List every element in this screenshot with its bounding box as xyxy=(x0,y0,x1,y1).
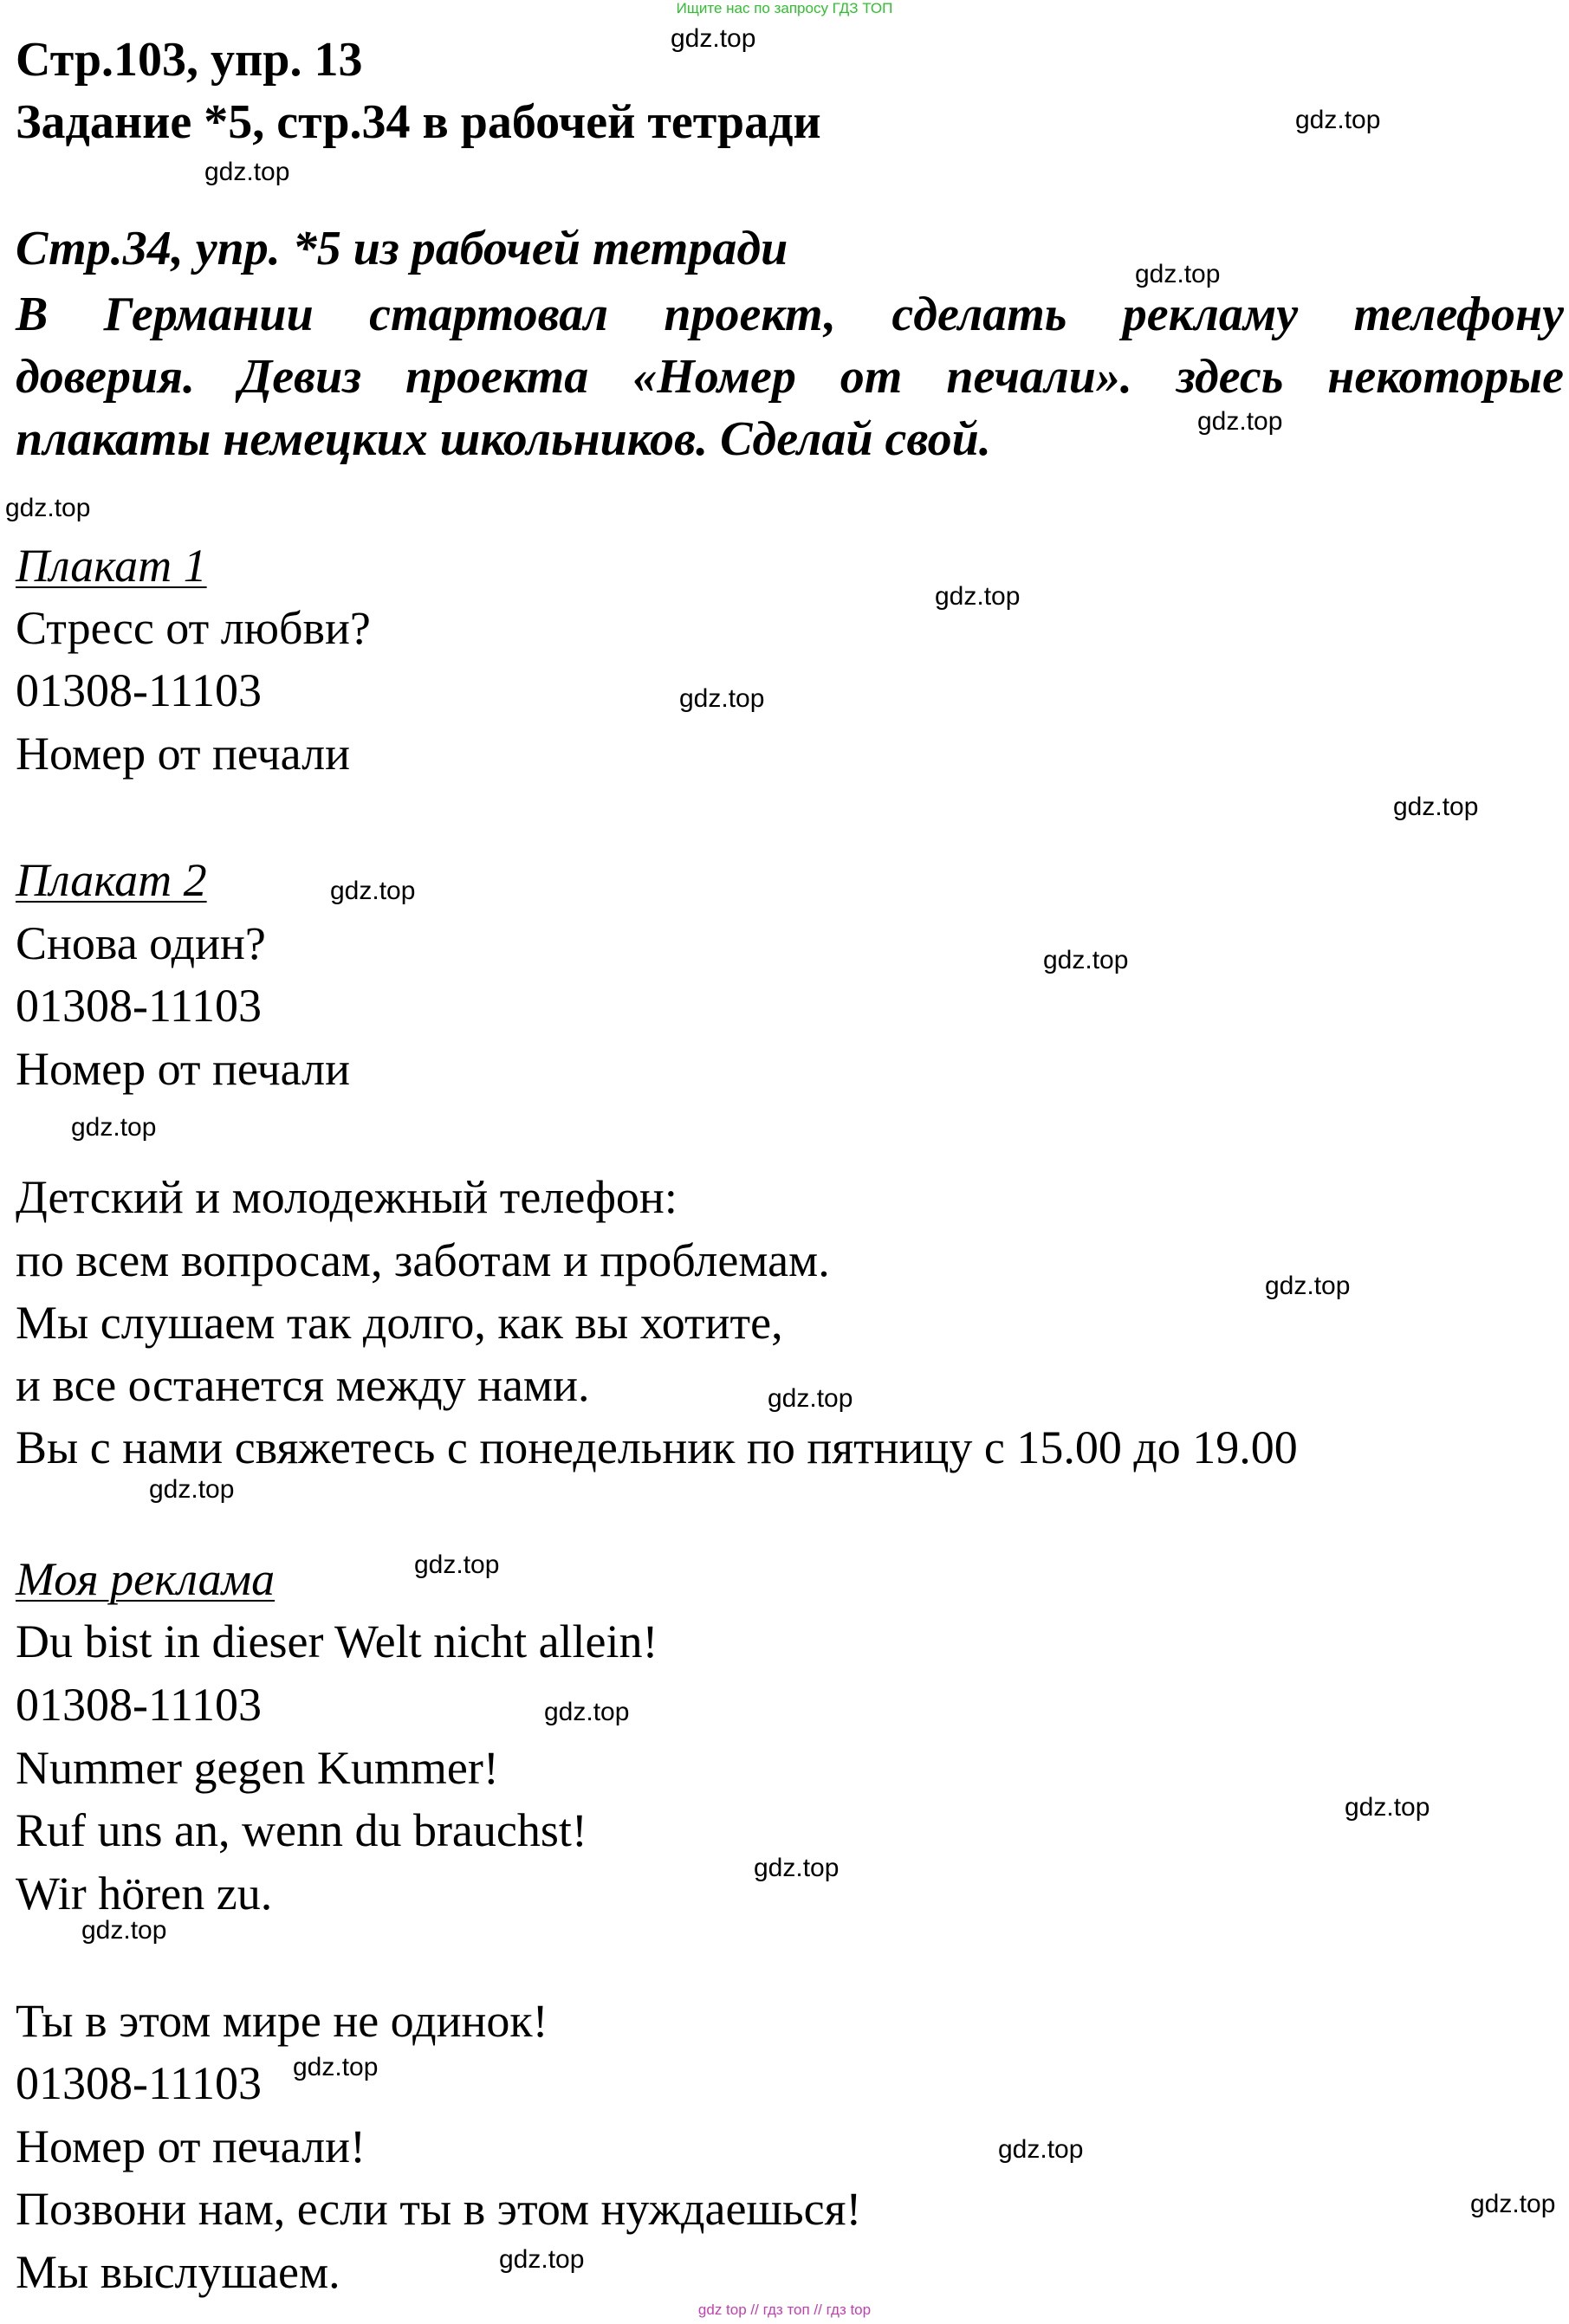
my-ad-russian-line-5: Мы выслушаем. xyxy=(16,2246,340,2298)
watermark: gdz.top xyxy=(1043,946,1129,974)
watermark: gdz.top xyxy=(1295,106,1381,134)
watermark: gdz.top xyxy=(998,2135,1084,2164)
watermark: gdz.top xyxy=(71,1113,157,1142)
poster1-title: Плакат 1 xyxy=(16,540,207,592)
poster1-line-2: 01308-11103 xyxy=(16,664,262,716)
poster2-line-3: Номер от печали xyxy=(16,1043,350,1095)
watermark: gdz.top xyxy=(414,1550,500,1579)
info-line-2: по всем вопросам, заботам и проблемам. xyxy=(16,1234,830,1286)
poster1-line-1: Стресс от любви? xyxy=(16,602,371,654)
watermark: gdz.top xyxy=(1135,260,1221,288)
my-ad-german-line-2: 01308-11103 xyxy=(16,1679,262,1731)
bottom-site-note: gdz top // гдз топ // гдз top xyxy=(697,2301,872,2318)
top-search-note: Ищите нас по запросу ГДЗ ТОП xyxy=(676,0,893,16)
my-ad-german-line-5: Wir hören zu. xyxy=(16,1868,273,1919)
watermark: gdz.top xyxy=(679,684,765,713)
watermark: gdz.top xyxy=(544,1698,630,1726)
watermark: gdz.top xyxy=(1470,2190,1556,2218)
info-line-5: Вы с нами свяжетесь с понедельник по пятницу с 15.00 до 19.00 xyxy=(16,1421,1298,1473)
watermark: gdz.top xyxy=(204,158,290,186)
poster1-line-3: Номер от печали xyxy=(16,728,350,780)
poster2-line-1: Снова один? xyxy=(16,917,266,969)
my-ad-russian-line-2: 01308-11103 xyxy=(16,2057,262,2109)
my-ad-german-line-4: Ruf uns an, wenn du brauchst! xyxy=(16,1804,587,1856)
watermark: gdz.top xyxy=(5,494,91,522)
my-ad-russian-line-3: Номер от печали! xyxy=(16,2120,366,2172)
watermark: gdz.top xyxy=(1265,1272,1351,1300)
watermark: gdz.top xyxy=(293,2053,379,2081)
watermark: gdz.top xyxy=(754,1854,840,1882)
watermark: gdz.top xyxy=(768,1384,853,1413)
my-ad-title: Моя реклама xyxy=(16,1553,276,1605)
my-ad-german-line-1: Du bist in dieser Welt nicht allein! xyxy=(16,1615,658,1667)
task-line-1: В Германии стартовал проект, сделать рекламу телефону xyxy=(16,288,1564,341)
watermark: gdz.top xyxy=(1197,407,1283,436)
task-line-2: доверия. Девиз проекта «Номер от печали». здесь некоторые xyxy=(16,350,1564,404)
my-ad-russian-line-1: Ты в этом мире не одинок! xyxy=(16,1995,548,2047)
my-ad-german-line-3: Nummer gegen Kummer! xyxy=(16,1742,499,1794)
task-line-3: плакаты немецких школьников. Сделай свой. xyxy=(16,412,991,466)
info-line-3: Мы слушаем так долго, как вы хотите, xyxy=(16,1297,783,1349)
my-ad-russian-line-4: Позвони нам, если ты в этом нуждаешься! xyxy=(16,2183,862,2235)
poster2-line-2: 01308-11103 xyxy=(16,980,262,1032)
info-line-4: и все останется между нами. xyxy=(16,1359,590,1411)
header-line-2: Задание *5, стр.34 в рабочей тетради xyxy=(16,95,821,149)
task-title: Стр.34, упр. *5 из рабочей тетради xyxy=(16,222,788,275)
header-line-1: Стр.103, упр. 13 xyxy=(16,33,363,87)
watermark: gdz.top xyxy=(149,1475,235,1504)
info-line-1: Детский и молодежный телефон: xyxy=(16,1171,678,1223)
poster2-title: Плакат 2 xyxy=(16,854,207,906)
watermark: gdz.top xyxy=(330,877,416,905)
watermark: gdz.top xyxy=(671,24,756,53)
watermark: gdz.top xyxy=(1345,1793,1430,1822)
watermark: gdz.top xyxy=(81,1916,167,1945)
watermark: gdz.top xyxy=(935,582,1021,611)
watermark: gdz.top xyxy=(1393,793,1479,821)
watermark: gdz.top xyxy=(499,2245,585,2274)
